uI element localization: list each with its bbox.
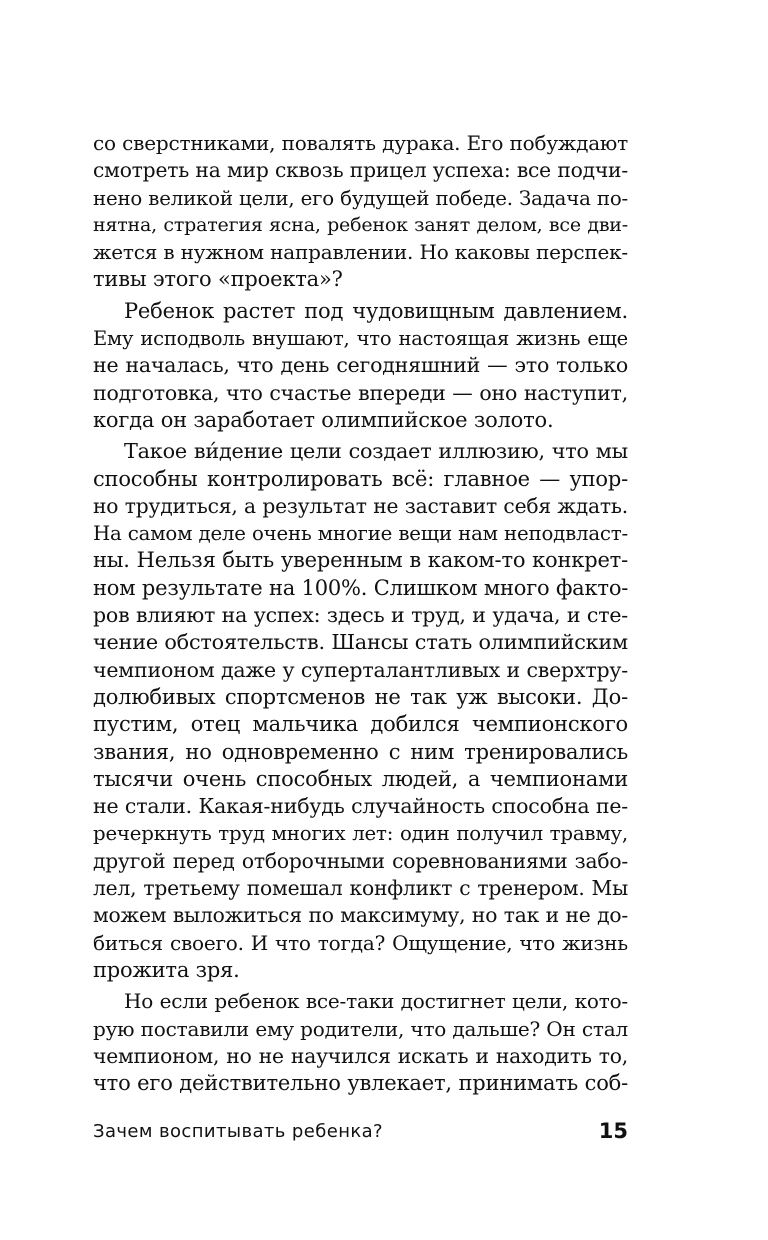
text-line: можем выложиться по максимуму, но так и не до- (93, 903, 628, 928)
text-line: Но если ребенок все-таки достигнет цели, кото- (124, 989, 628, 1014)
text-line: когда он заработает олимпийское золото. (93, 407, 554, 432)
text-line: жется в нужном направлении. Но каковы перспек- (93, 240, 628, 265)
text-line: Такое ви́дение цели создает иллюзию, что мы (124, 439, 628, 464)
text-line: нятна, стратегия ясна, ребенок занят делом, все дви- (93, 213, 628, 236)
text-line: подготовка, что счастье впереди — оно наступит, (93, 380, 628, 405)
text-line: тысячи очень способных людей, а чемпионами (93, 766, 628, 791)
body-text (93, 130, 628, 1097)
text-line: Ему исподволь внушают, что настоящая жизнь еще (93, 327, 628, 351)
text-line: нено великой цели, его будущей победе. Задача по- (93, 186, 628, 210)
page-number: 15 (598, 1119, 628, 1143)
text-line: чемпионом даже у суперталантливых и сверхтру- (93, 657, 628, 682)
text-line: но трудиться, а результат не заставит себя ждать. (93, 493, 628, 518)
text-line: лел, третьему помешал конфликт с тренером. Мы (93, 876, 628, 901)
text-line: долюбивых спортсменов не так уж высоки. До- (93, 684, 628, 709)
paragraph (93, 988, 628, 1097)
page-footer (93, 1121, 628, 1145)
text-line: звания, но одновременно с ним тренировались (93, 739, 628, 764)
text-line: со сверстниками, повалять дурака. Его побуждают (93, 131, 628, 155)
paragraph (93, 130, 628, 294)
text-line: пустим, отец мальчика добился чемпионского (93, 712, 628, 737)
text-line: что его действительно увлекает, принимать соб- (93, 1071, 628, 1096)
text-line: Ребенок растет под чудовищным давлением. (124, 298, 628, 323)
text-line: чение обстоятельств. Шансы стать олимпийским (93, 630, 628, 655)
paragraph (93, 438, 628, 984)
text-line: ном результате на 100%. Слишком много факто- (93, 575, 629, 600)
text-line: ны. Нельзя быть уверенным в каком-то конкрет- (93, 548, 628, 573)
paragraph (93, 298, 628, 434)
text-line: способны контролировать всё: главное — упор- (93, 466, 628, 491)
text-line: речеркнуть труд многих лет: один получил травму, (93, 822, 628, 846)
text-line: На самом деле очень многие вещи нам неподвласт- (93, 522, 628, 546)
text-line: смотреть на мир сквозь прицел успеха: все подчи- (93, 158, 628, 183)
text-line: не стали. Какая-нибудь случайность способна пе- (93, 794, 628, 819)
text-line: не началась, что день сегодняшний — это только (93, 353, 628, 378)
text-line: прожита зря. (93, 957, 240, 982)
text-line: тивы этого «проекта»? (93, 267, 343, 292)
text-line: чемпионом, но не научился искать и находить то, (93, 1043, 628, 1068)
text-line: биться своего. И что тогда? Ощущение, что жизнь (93, 930, 628, 955)
text-line: рую поставили ему родители, что дальше? Он стал (93, 1016, 628, 1041)
text-line: ров влияют на успех: здесь и труд, и удача, и сте- (93, 603, 628, 628)
text-line: другой перед отборочными соревнованиями забо- (93, 848, 628, 873)
running-title: Зачем воспитывать ребенка? (93, 1121, 384, 1142)
